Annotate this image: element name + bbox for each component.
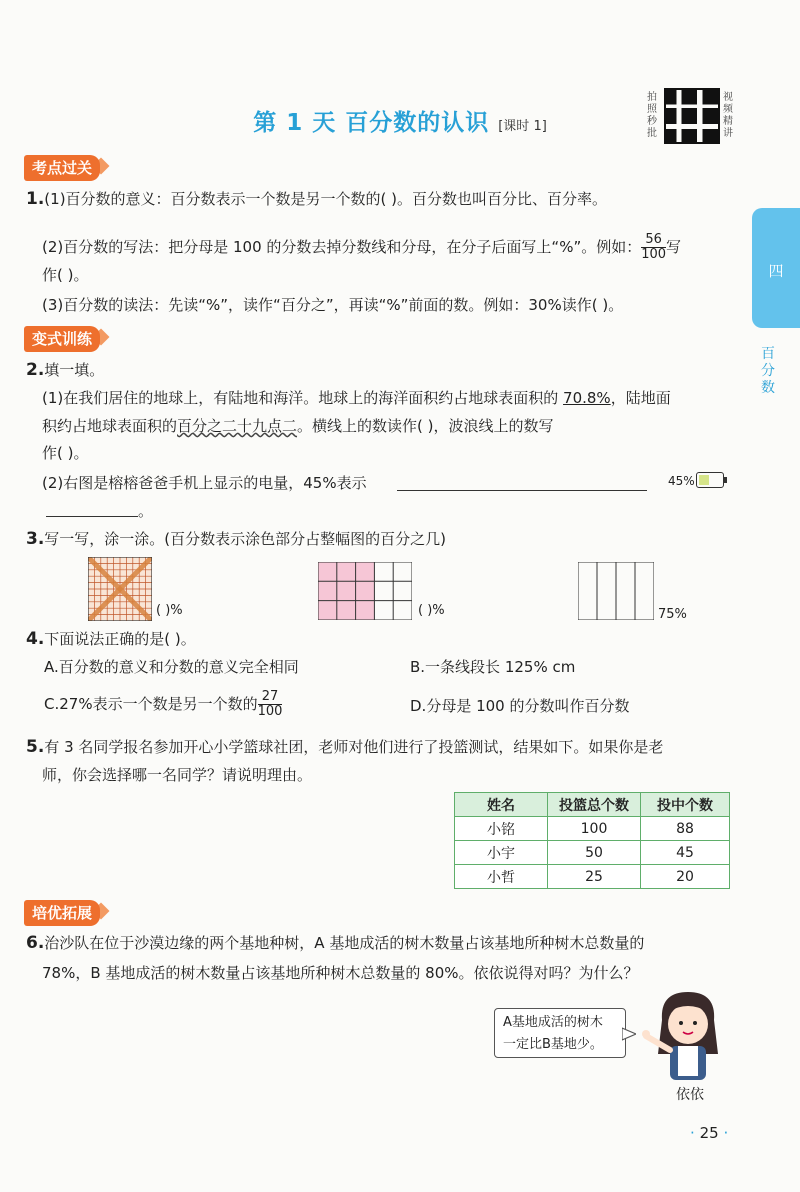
section-bianshi: 变式训练 [24, 326, 100, 352]
girl-character-icon [640, 986, 736, 1090]
character-name: 依依 [676, 1087, 704, 1103]
table-cell: 小哲 [455, 865, 548, 889]
q6: 6.治沙队在位于沙漠边缘的两个基地种树，A 基地成活的树木数量占该基地所种树木总数量的 [26, 933, 645, 953]
grid-figure-1 [88, 557, 152, 621]
underlined-number: 70.8% [563, 389, 611, 407]
q5: 5.有 3 名同学报名参加开心小学篮球社团，老师对他们进行了投篮测试，结果如下。如果你是老 [26, 737, 664, 757]
lesson-tag: [课时 1] [498, 119, 547, 134]
q1-line3: 作( )。 [42, 266, 89, 284]
grid-figure-3[interactable] [578, 562, 654, 620]
table-cell: 投中个数 [641, 793, 730, 817]
table-cell: 100 [548, 817, 641, 841]
qr-left-label: 拍照秒批 [647, 92, 657, 139]
page-title: 第 1 天 百分数的认识 [课时 1] [253, 110, 547, 136]
section-peiyou: 培优拓展 [24, 900, 100, 926]
speech-bubble: A基地成活的树木 一定比B基地少。 [494, 1008, 626, 1058]
page-number: · 25 · [690, 1124, 729, 1142]
q2-p1: (1)在我们居住的地球上，有陆地和海洋。地球上的海洋面积约占地球表面积的 70.8%，陆地面 [42, 389, 671, 407]
q2-p4: (2)右图是榕榕爸爸手机上显示的电量，45%表示 [42, 474, 367, 492]
table-row [455, 865, 730, 889]
wavy-underlined-text: 百分之二十九点二 [177, 417, 298, 435]
table-cell: 45 [641, 841, 730, 865]
table-row [455, 817, 730, 841]
q3-answer-3: 75% [658, 607, 687, 622]
fraction-27-100: $\frac{27}{100}$ [257, 689, 283, 719]
table-cell: 投篮总个数 [548, 793, 641, 817]
q5-line2: 师，你会选择哪一名同学？请说明理由。 [42, 766, 313, 784]
q1: 1.(1)百分数的意义：百分数表示一个数是另一个数的( )。百分数也叫百分比、百分率。 [26, 189, 608, 209]
shooting-table [454, 792, 730, 889]
q2: 2.填一填。 [26, 360, 105, 380]
fraction-56-100: $\frac{56}{100}$ [641, 232, 667, 262]
table-cell: 88 [641, 817, 730, 841]
battery-icon [696, 472, 724, 488]
q6-line2: 78%，B 基地成活的树木数量占该基地所种树木总数量的 80%。依依说得对吗？为什么？ [42, 964, 639, 982]
q4-option-b[interactable]: B.一条线段长 125% cm [410, 658, 576, 676]
bubble-tail [622, 1026, 636, 1042]
q4: 4.下面说法正确的是( )。 [26, 629, 196, 649]
battery-tip [724, 477, 727, 483]
battery-fill [699, 475, 709, 485]
table-row [455, 841, 730, 865]
q1-line4: (3)百分数的读法：先读“%”，读作“百分之”，再读“%”前面的数。例如：30%读作( )。 [42, 296, 624, 314]
table-header [455, 793, 730, 817]
unit-topic: 百分数 [761, 346, 775, 396]
qr-code-icon[interactable] [664, 88, 720, 144]
q2-p3: 作( )。 [42, 444, 89, 462]
grid-figure-2 [318, 562, 412, 620]
table-cell: 50 [548, 841, 641, 865]
unit-number: 四 [768, 262, 784, 280]
qr-right-label: 视频精讲 [723, 92, 733, 139]
q2-p5: 。 [138, 502, 154, 520]
q4-option-c[interactable]: C.27%表示一个数是另一个数的 $\frac{27}{100}$ [44, 689, 283, 719]
table-cell: 25 [548, 865, 641, 889]
section-kaodian: 考点过关 [24, 155, 100, 181]
table-cell: 20 [641, 865, 730, 889]
answer-line[interactable] [397, 490, 647, 491]
table-cell: 姓名 [455, 793, 548, 817]
unit-tab[interactable] [752, 208, 800, 328]
table-cell: 小铭 [455, 817, 548, 841]
q4-option-a[interactable]: A.百分数的意义和分数的意义完全相同 [44, 658, 299, 676]
q2-p2: 积约占地球表面积的百分之二十九点二。横线上的数读作( )，波浪线上的数写 [42, 417, 554, 435]
answer-line-2[interactable] [46, 516, 138, 517]
q3-answer-1[interactable]: ( )% [156, 603, 183, 618]
battery-label: 45% [668, 474, 695, 488]
q3: 3.写一写，涂一涂。(百分数表示涂色部分占整幅图的百分之几) [26, 529, 447, 549]
q3-answer-2[interactable]: ( )% [418, 603, 445, 618]
q1-line2: (2)百分数的写法：把分母是 100 的分数去掉分数线和分母，在分子后面写上“%”。例如： $\frac{56}{100}$写 [42, 232, 682, 262]
q4-option-d[interactable]: D.分母是 100 的分数叫作百分数 [410, 697, 630, 715]
table-cell: 小宇 [455, 841, 548, 865]
